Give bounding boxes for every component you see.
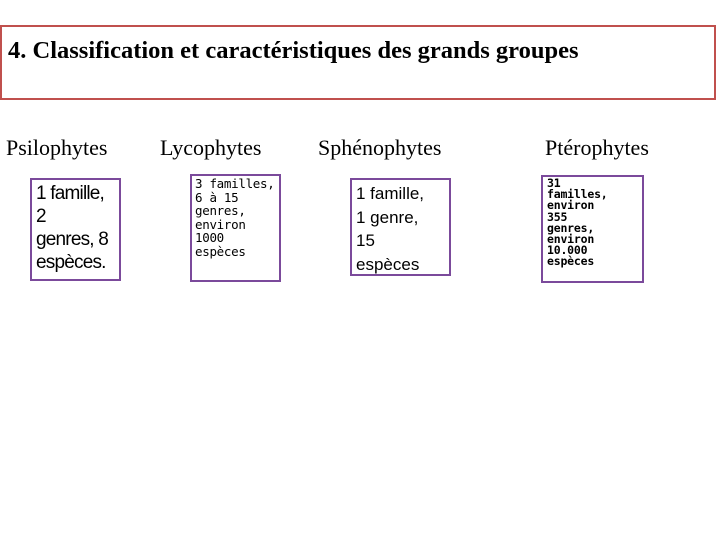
card-lycophytes: [190, 174, 281, 282]
page-title: 4. Classification et caractéristiques des grands groupes: [8, 37, 579, 64]
group-name-lycophytes: Lycophytes: [160, 135, 262, 160]
group-name-pterophytes: Ptérophytes: [545, 135, 649, 160]
card-text-psilophytes: 1 famille, 2 genres, 8 espèces.: [36, 183, 109, 273]
group-name-psilophytes: Psilophytes: [6, 135, 108, 160]
title-box: [0, 25, 716, 100]
group-name-sphenophytes: Sphénophytes: [318, 135, 442, 160]
card-psilophytes: [30, 178, 121, 281]
card-sphenophytes: [350, 178, 451, 276]
card-text-sphenophytes: 1 famille, 1 genre, 15 espèces: [356, 184, 425, 274]
card-text-pterophytes: 31 familles, environ 355 genres, environ 10.000 espèces: [547, 176, 608, 269]
card-text-lycophytes: 3 familles, 6 à 15 genres, environ 1000 espèces: [195, 176, 275, 259]
card-pterophytes: [541, 175, 644, 283]
